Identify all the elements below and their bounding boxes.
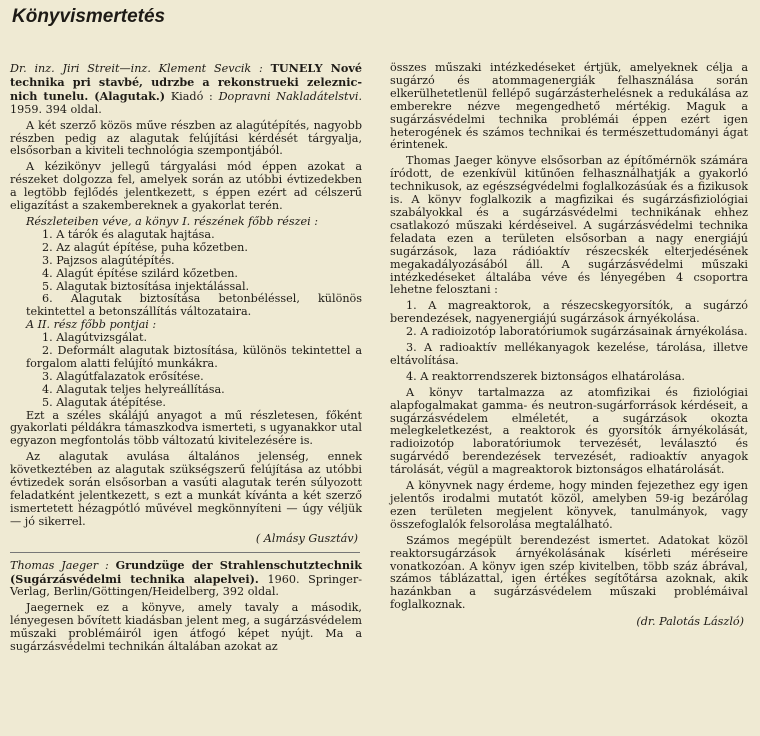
review1-pub-rest: 1959. 394 oldal. [10,102,102,116]
review2-paragraph: A könyvnek nagy érdeme, hogy minden fejezethez egy igen jelentős irodalmi mutatót közöl, amelyben 59-ig bezárólag ezen területen megjelent könyvek, tanulmányok, vagy összefoglalók felsorolása megtalálható. [390,479,748,531]
list-item: 4. A reaktorrendszerek biztonságos elhatárolása. [406,369,685,383]
list-item: 5. Alagutak biztosítása injektálással. [42,279,250,293]
review1-book-title: TUNELY Nové technika pri stavbé, udrzbe a rekonstrueki zeleznic-nich tunelu. (Alagutak.) [10,61,362,103]
review2-header [10,559,362,600]
review1-list1-heading: Részleteiben véve, a könyv I. részének főbb részei : [26,214,319,228]
list-item: 3. Alagútfalazatok erősítése. [42,369,204,383]
review2-paragraph: Jaegernek ez a könyve, amely tavaly a második, lényegesen bővített kiadásban jelent meg, a sugárzásvédelem műszaki problémáiról igen átfogó képet nyújt. Ma a sugárzásvédelmi technikán általában azokat az [10,601,362,654]
review1-pub-label: Kiadó : [170,89,213,103]
list-item: 4. Alagutak teljes helyreállítása. [42,382,225,396]
review2-signature: (dr. Palotás László) [636,615,744,629]
review2-author: Thomas Jaeger : [10,558,109,572]
review1-signature: ( Almásy Gusztáv) [255,531,358,545]
list-item: 3. Pajzsos alagútépítés. [42,253,175,267]
review2-paragraph: A könyv tartalmazza az atomfizikai és fiziológiai alapfogalmakat gamma- és neutron-sugárforrások kérdéseit, a sugárzásvédelem elméletét, a sugárzások okozta melegkeletkezést, a reaktorok és gyorsítók árnyékolását, radioizotóp laboratóriumok tervezését, leválasztó és sugárvédő berendezések tervezését, radioaktív anyagok tárolását, végül a magreaktorok biztonságos elhatárolását. [390,385,748,477]
review1-paragraph: A kézikönyv jellegű tárgyalási mód éppen azokat a részeket dolgozza fel, amelyek során az utóbbi évtizedekben a legtöbb fejlődés jelentkezett, s éppen ezért ad célszerű eligazítást a szakembereknek a gyakorlat terén. [10,160,362,213]
list-item: 2. A radioizotóp laboratóriumok sugárzásainak árnyékolása. [406,325,748,339]
right-column [390,62,748,629]
left-column [10,62,362,654]
list-item: 1. A tárók és alagutak hajtása. [42,227,215,241]
review2-book-title: Grundzüge der Strahlenschutztechnik (Sugárzásvédelmi technika alapelvei). [10,557,362,586]
list-item: 1. A magreaktorok, a részecskegyorsítók, a sugárzó berendezések, nagyenergiájú sugárzások árnyékolása. [390,299,748,326]
review1-authors: Dr. inz. Jiri Streit—inz. Klement Sevcik : [10,62,263,75]
list-item: 4. Alagút építése szilárd kőzetben. [42,266,238,280]
section-title: Könyvismertetés [12,6,166,27]
review1-list2-heading: A II. rész főbb pontjai : [26,318,157,332]
list-item: 3. A radioaktív mellékanyagok kezelése, tárolása, illetve eltávolítása. [390,341,748,367]
list-item: 5. Alagutak átépítése. [42,395,166,409]
divider [10,552,360,553]
review1-paragraph: A két szerző közös műve részben az alagútépítés, nagyobb részben pedig az alagutak felújítási kérdését tárgyalja, elsősorban a kiviteli technológia szempontjából. [10,118,362,158]
list-item: 1. Alagútvizsgálat. [42,331,148,345]
review1-header [10,62,362,117]
list-item: 2. Az alagút építése, puha kőzetben. [42,240,248,254]
review1-paragraph: Az alagutak avulása általános jelenség, ennek következtében az alagutak szükségszerű felújítása az utóbbi évtizedek során elsősorban a vasúti alagutak terén súlyozott feladatként jelentkezett, s ezt a munkát kívánta a két szerző ismertetett hézagpótló művével megkönnyíteni — úgy véljük — jó sikerrel. [10,450,362,528]
review2-pub-rest: 1960. Springer-Verlag, Berlin/Göttingen/Heidelberg, 392 oldal. [10,572,362,599]
review2-paragraph-cont: összes műszaki intézkedéseket értjük, amelyeknek célja a sugárzó és atommagenergiák felhasználása során elkerülhetetlenül fellépő sugárzásterhelésnek a redukálása az emberekre nézve megengedhető mértékig. Maguk a sugárzásvédelmi technika problémái éppen ezért igen heterogének és számos technikai és természettudományi ágat érintenek. [390,61,748,152]
review2-paragraph: Thomas Jaeger könyve elsősorban az építőmérnök számára íródott, de ezenkívül kitűnően felhasználhatják a gyakorló technikusok, az egészségvédelmi foglalkozásúak és a fizikusok is. A könyv foglalkozik a magfizikai és sugárzásfiziológiai szabályokkal és a sugárzásvédelmi technikának ehhez csatlakozó műszaki kérdéseivel. A sugárzásvédelmi technika feladata ezen a területen elsősorban a nagy energiájú sugárzások, laza rádióaktív részecskék elterjedésének megakadályozásából áll. A sugárzásvédelmi műszaki intézkedéseket általába véve és lényegében 4 csoportra lehetne felosztani : [390,154,748,297]
list-item: 6. Alagutak biztosítása betonbéléssel, különös tekintettel a betonszállítás változataira. [26,292,362,319]
review1-publisher: Dopravni Nakladátelstvi. [218,89,362,103]
review2-paragraph: Számos megépült berendezést ismertet. Adatokat közöl reaktorsugárzások árnyékolásának kísérleti méréseire vonatkozóan. A könyv igen szép kivitelben, több száz ábrával, számos táblázattal, igen értékes segítőtársa azoknak, akik hazánkban a sugárzásvédelem műszaki problémáival foglalkoznak. [390,533,748,612]
review1-paragraph: Ezt a széles skálájú anyagot a mű részletesen, főként gyakorlati példákra támaszkodva ismerteti, s ugyanakkor utal egyazon megfontolás több változatú kivitelezésére is. [10,408,362,448]
list-item: 2. Deformált alagutak biztosítása, különös tekintettel a forgalom alatti felújító munkákra. [26,344,362,370]
